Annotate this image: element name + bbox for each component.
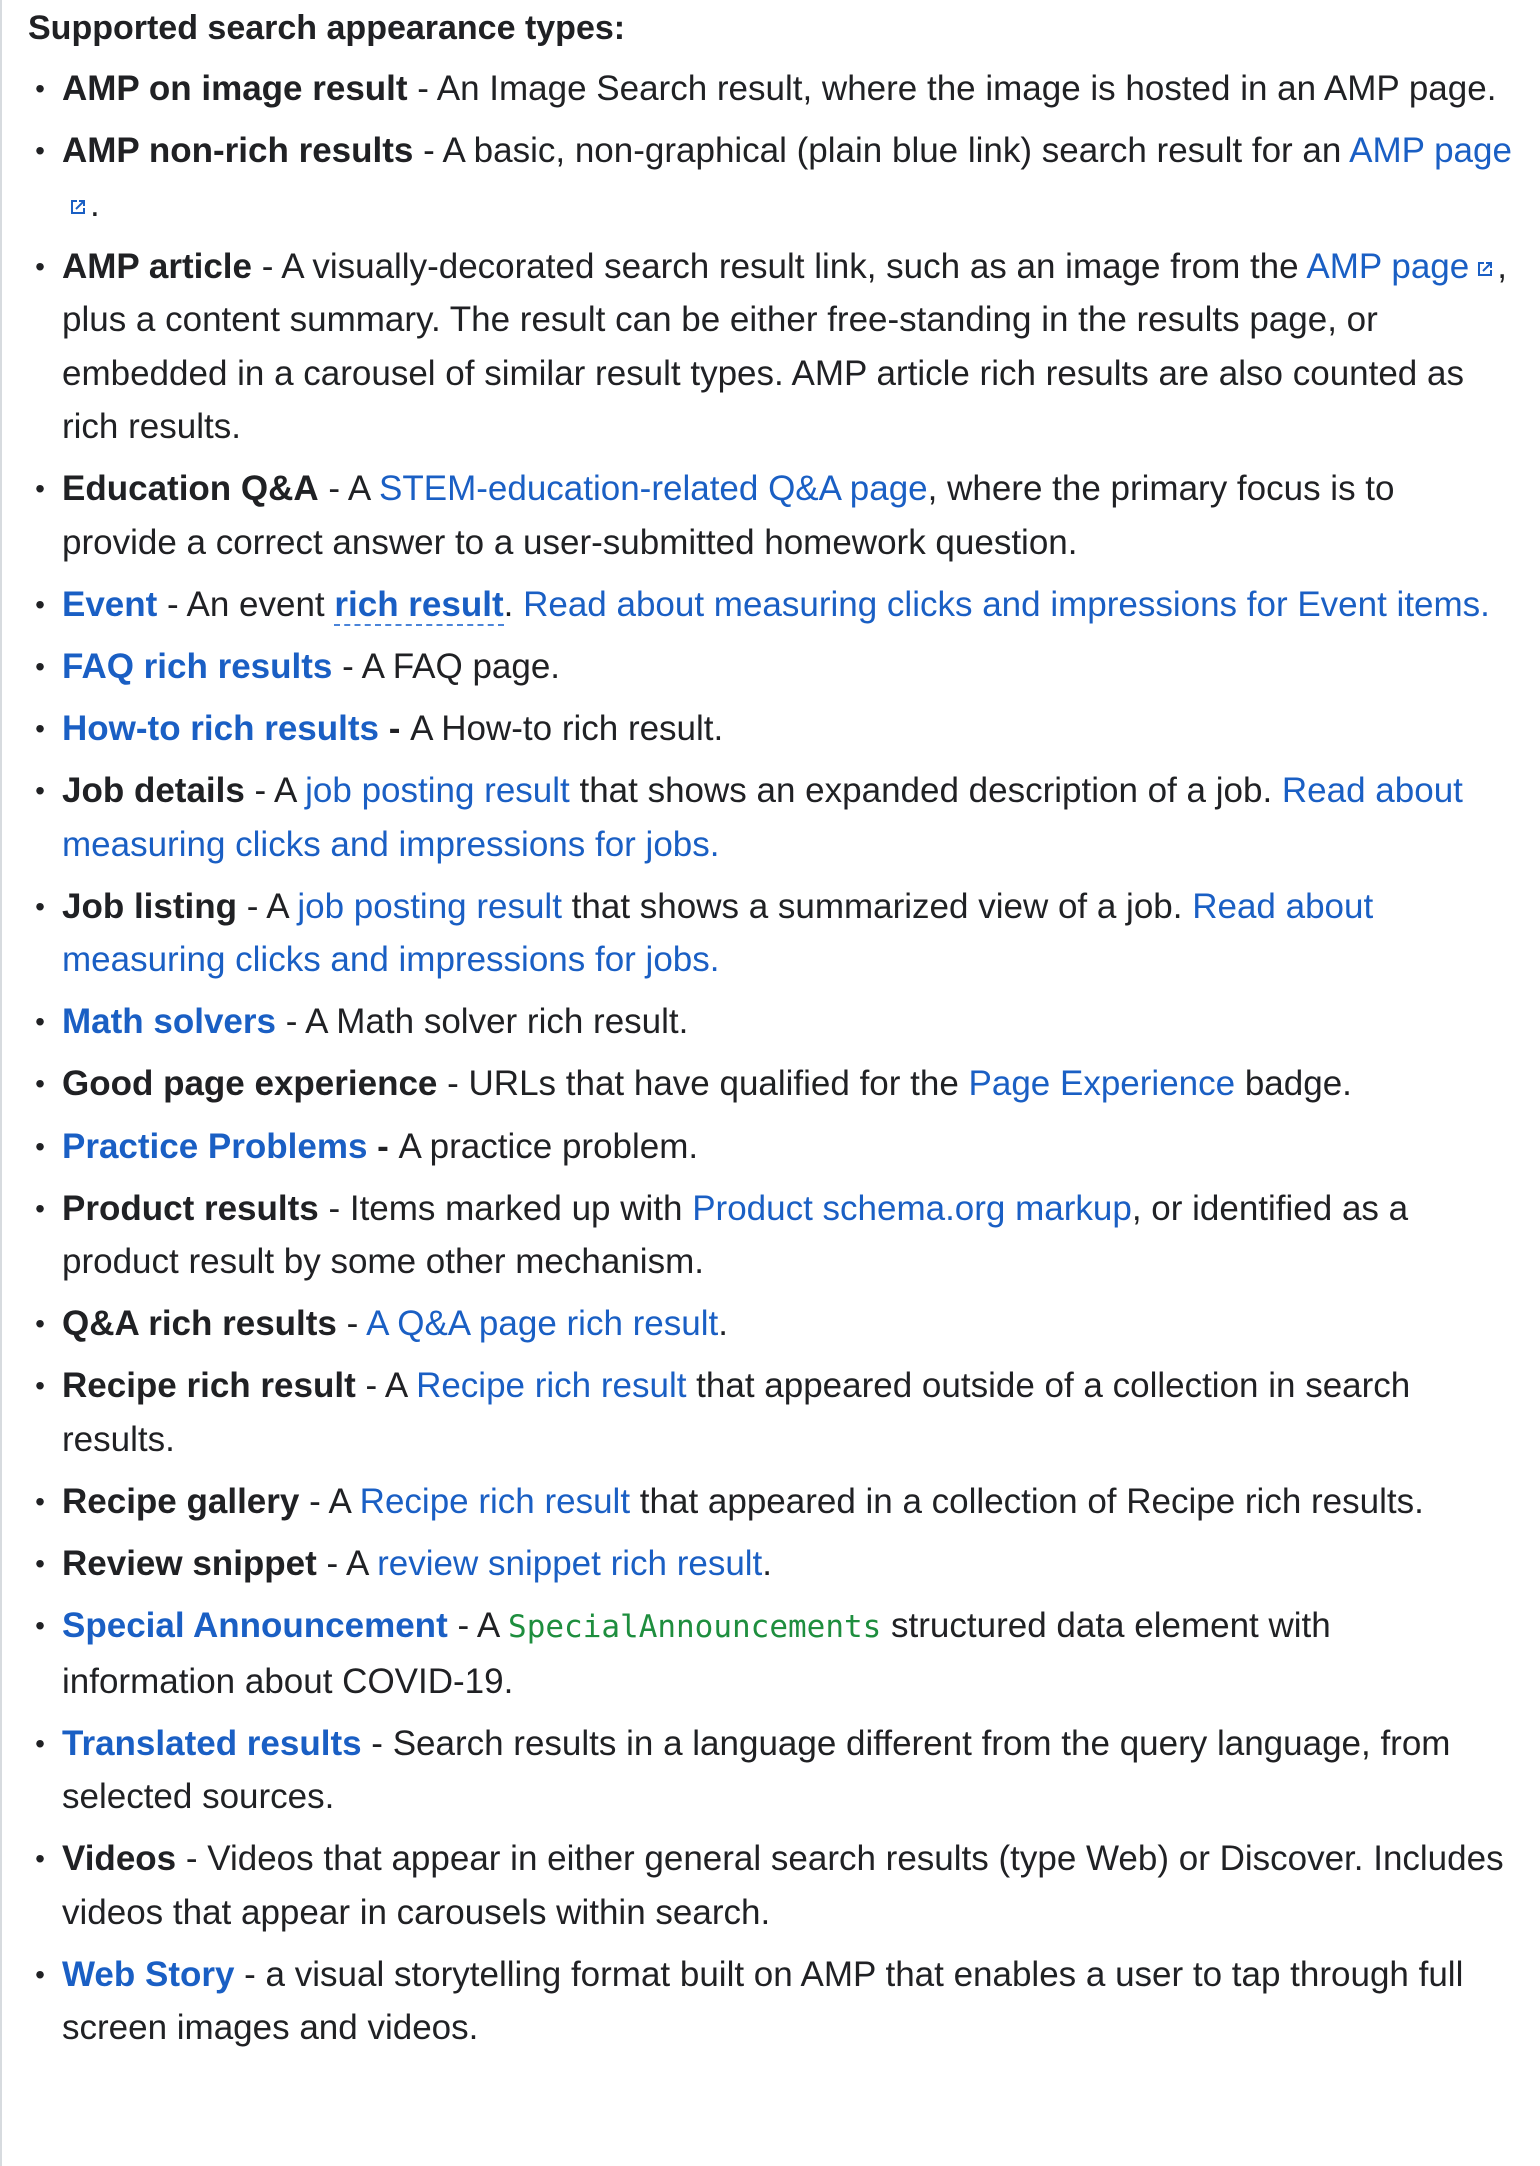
bullet-icon: • (35, 890, 45, 922)
item-term: Review snippet (62, 1544, 317, 1583)
list-item-how-to-rich-results (28, 702, 1512, 756)
page-experience-link[interactable]: Page Experience (968, 1064, 1236, 1104)
item-description: A FAQ page. (361, 646, 561, 686)
item-description-end: badge. (1235, 1064, 1352, 1104)
practice-problems-term-link[interactable]: Practice Problems (62, 1126, 368, 1166)
item-term: Recipe gallery (62, 1481, 300, 1521)
list-item-job-details (28, 764, 1512, 871)
item-term: Videos (62, 1839, 177, 1879)
bullet-icon: • (35, 73, 45, 104)
list-item-education-qa (28, 462, 1512, 569)
item-description-end: that appeared outside of a collection in search results. (62, 1366, 1411, 1459)
job-posting-result-link[interactable]: job posting result (297, 886, 562, 926)
bullet-icon: • (35, 1192, 45, 1224)
how-to-term-link[interactable]: How-to rich results (62, 709, 379, 749)
item-description: a visual storytelling format built on AMP that enables a user to tap through full screen images and videos. (62, 1954, 1464, 2048)
item-description-mid: that shows an expanded description of a job. (569, 771, 1282, 811)
list-item-amp-non-rich-results (28, 124, 1512, 231)
item-description: Videos that appear in either general search results (type Web) or Discover. Includes videos that appear in carousels within search. (62, 1839, 1504, 1932)
bullet-icon: • (35, 1610, 45, 1642)
bullet-icon: • (35, 1843, 45, 1875)
qa-page-rich-result-link[interactable]: A Q&A page rich result (366, 1304, 719, 1344)
item-description-mid: . (503, 584, 524, 624)
item-separator: - (176, 1839, 208, 1879)
item-description: A practice problem. (398, 1126, 699, 1166)
list-item-good-page-experience (28, 1057, 1512, 1111)
bullet-icon: • (35, 1727, 45, 1759)
item-term: AMP non-rich results (62, 131, 414, 171)
item-description: A (345, 1544, 378, 1583)
event-measuring-link[interactable]: Read about measuring clicks and impressions for Event items. (523, 584, 1490, 624)
code-special-announcements: SpecialAnnouncements (508, 1609, 882, 1646)
event-term-link[interactable]: Event (62, 584, 158, 624)
bullet-icon: • (35, 1068, 45, 1100)
section-heading: Supported search appearance types: (28, 9, 626, 47)
item-term: AMP article (62, 246, 252, 286)
amp-page-link[interactable]: AMP page (1349, 131, 1512, 171)
bullet-icon: • (35, 1548, 45, 1579)
item-term: Product results (62, 1188, 319, 1228)
item-description: An event (186, 584, 335, 624)
list-item-review-snippet (28, 1537, 1512, 1591)
item-description: A Math solver rich result. (305, 1002, 689, 1042)
item-description-end: . (90, 184, 100, 224)
item-separator: - (361, 1723, 393, 1763)
external-link-icon[interactable] (66, 195, 90, 219)
list-item-web-story (28, 1948, 1512, 2055)
review-snippet-link[interactable]: review snippet rich result (377, 1544, 763, 1583)
item-separator: - (437, 1064, 469, 1104)
item-separator: - (367, 1126, 399, 1166)
web-story-term-link[interactable]: Web Story (62, 1954, 235, 1994)
job-posting-result-link[interactable]: job posting result (305, 771, 570, 811)
list-item-job-listing (28, 880, 1512, 987)
bullet-icon: • (35, 1130, 45, 1162)
recipe-rich-result-link[interactable]: Recipe rich result (416, 1366, 687, 1406)
item-description: Items marked up with (349, 1188, 693, 1228)
bullet-icon: • (35, 1370, 45, 1402)
item-description: URLs that have qualified for the (468, 1064, 969, 1104)
item-description-end: . (718, 1304, 728, 1344)
item-description-end: , or identified as a product result by some other mechanism. (62, 1188, 1409, 1282)
item-separator: - (244, 771, 275, 811)
recipe-rich-result-link[interactable]: Recipe rich result (359, 1481, 631, 1521)
list-item-event (28, 578, 1512, 632)
item-separator: - (275, 1002, 306, 1042)
item-separator: - (447, 1606, 477, 1646)
item-term: Job details (62, 771, 245, 811)
item-separator: - (355, 1366, 385, 1406)
list-item-qa-rich-results (28, 1297, 1512, 1351)
external-link-icon[interactable] (1473, 257, 1497, 281)
item-description: A How-to rich result. (410, 709, 724, 749)
translated-results-term-link[interactable]: Translated results (62, 1723, 362, 1763)
bullet-icon: • (35, 1485, 45, 1517)
bullet-icon: • (35, 713, 45, 745)
item-description: Search results in a language different from the query language, from selected sources. (62, 1723, 1451, 1817)
item-separator: - (336, 1304, 367, 1344)
list-item-recipe-gallery (28, 1475, 1512, 1529)
item-separator: - (318, 1188, 350, 1228)
bullet-icon: • (35, 1958, 45, 1990)
search-appearance-list (28, 62, 1512, 2055)
special-announcement-term-link[interactable]: Special Announcement (62, 1606, 448, 1646)
item-separator: - (157, 584, 187, 624)
item-separator: - (316, 1544, 346, 1583)
product-schema-link[interactable]: Product schema.org markup (692, 1188, 1132, 1228)
item-description-end: , where the primary focus is to provide a correct answer to a user-submitted homework question. (62, 469, 1395, 562)
list-item-practice-problems (28, 1120, 1512, 1174)
list-item-amp-on-image-result (28, 62, 1512, 116)
item-description: A (274, 771, 306, 811)
item-term: Education Q&A (62, 469, 319, 509)
item-separator: - (332, 646, 362, 686)
item-description: An Image Search result, where the image is hosted in an AMP page. (436, 69, 1497, 108)
jobs-measuring-link[interactable]: Read about measuring clicks and impressions for jobs. (62, 771, 1463, 864)
item-separator: - (299, 1481, 329, 1521)
item-separator: - (237, 886, 267, 926)
item-description-end: structured data element with information about COVID-19. (62, 1606, 1331, 1701)
list-item-amp-article (28, 240, 1512, 454)
list-item-product-results (28, 1182, 1512, 1289)
bullet-icon: • (35, 588, 45, 620)
bullet-icon: • (35, 473, 45, 505)
list-item-videos (28, 1832, 1512, 1939)
bullet-icon: • (35, 775, 45, 807)
item-description-mid: that shows a summarized view of a job. (561, 886, 1193, 926)
item-description: A (384, 1366, 417, 1406)
list-item-math-solvers (28, 995, 1512, 1049)
rich-result-glossary-link[interactable]: rich result (334, 584, 504, 624)
list-item-translated-results (28, 1717, 1512, 1824)
bullet-icon: • (35, 1006, 45, 1038)
item-description: A (476, 1606, 509, 1646)
list-item-faq-rich-results (28, 640, 1512, 694)
list-item-special-announcement (28, 1599, 1512, 1708)
item-description: A (347, 469, 380, 509)
item-term: Recipe rich result (62, 1366, 356, 1406)
item-description-end: that appeared in a collection of Recipe rich results. (630, 1481, 1424, 1521)
item-separator: - (318, 469, 348, 509)
item-description: A (266, 886, 298, 926)
item-term: Q&A rich results (62, 1304, 337, 1344)
jobs-measuring-link[interactable]: Read about measuring clicks and impressions for jobs. (62, 886, 1374, 980)
amp-page-link[interactable]: AMP page (1306, 246, 1470, 286)
item-term: Good page experience (62, 1064, 438, 1104)
bullet-icon: • (35, 135, 45, 167)
item-description: A basic, non-graphical (plain blue link) search result for an (442, 131, 1350, 171)
item-description: A visually-decorated search result link, such as an image from the (281, 246, 1307, 286)
item-description-end: . (762, 1544, 773, 1583)
item-separator: - (252, 246, 282, 286)
stem-qa-page-link[interactable]: STEM-education-related Q&A page (379, 469, 928, 509)
item-description: A (328, 1481, 360, 1521)
item-term: Job listing (62, 886, 237, 926)
item-description-end: , plus a content summary. The result can be either free-standing in the results page, or embedded in a carousel of similar result types. AMP article rich results are also counted as rich results. (62, 246, 1507, 447)
bullet-icon: • (35, 250, 45, 282)
list-item-recipe-rich-result (28, 1359, 1512, 1466)
item-separator: - (407, 69, 437, 108)
math-solvers-term-link[interactable]: Math solvers (62, 1002, 276, 1042)
bullet-icon: • (35, 650, 45, 682)
faq-term-link[interactable]: FAQ rich results (62, 646, 333, 686)
item-term: AMP on image result (62, 69, 408, 108)
bullet-icon: • (35, 1308, 45, 1340)
item-separator: - (378, 709, 411, 749)
item-separator: - (234, 1954, 266, 1994)
item-separator: - (413, 131, 443, 171)
